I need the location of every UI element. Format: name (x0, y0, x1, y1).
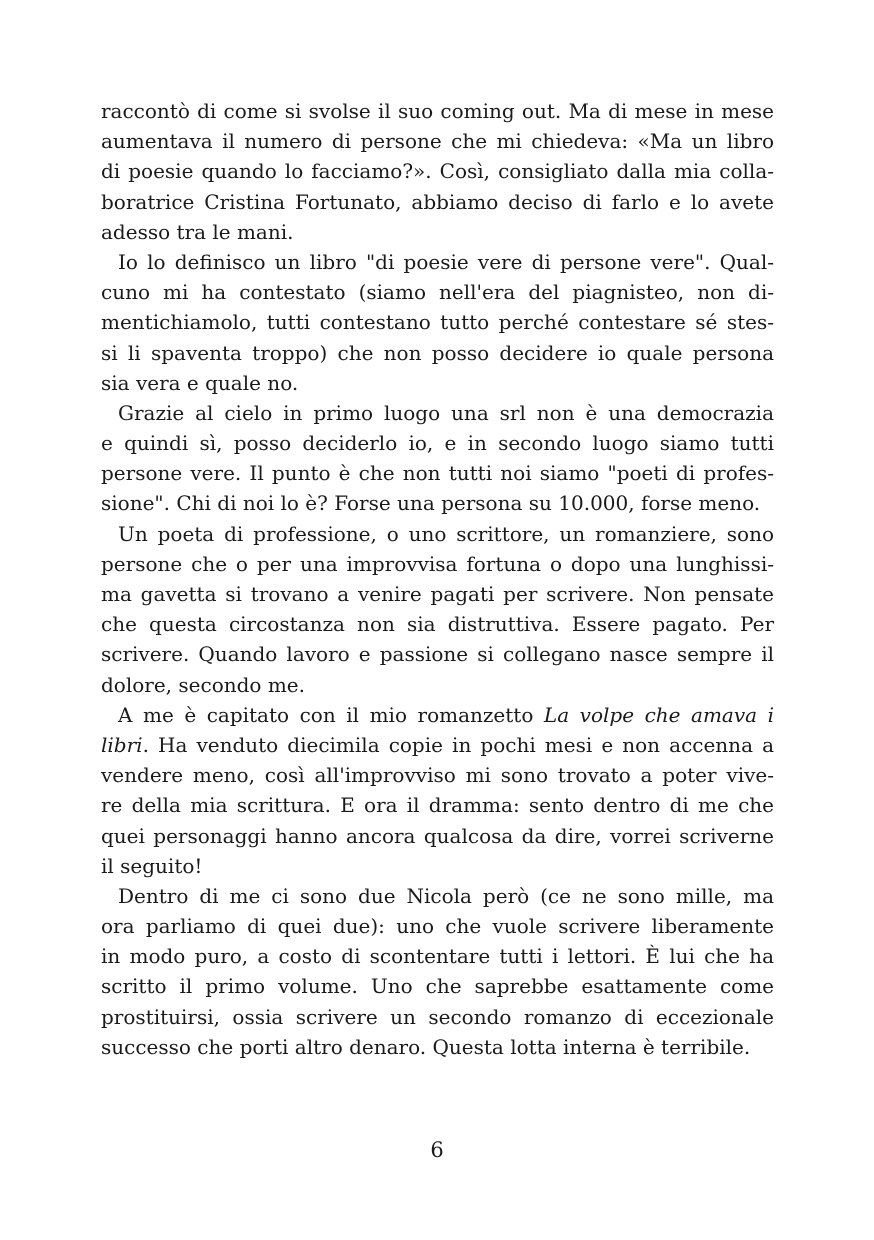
text-segment: persone che o per una improvvisa fortuna o dopo una lunghissi- (101, 551, 774, 576)
text-segment: in modo puro, a costo di scontentare tutti i lettori. È lui che ha (101, 944, 774, 969)
text-line (101, 639, 774, 669)
text-segment: aumentava il numero di persone che mi chiedeva: «Ma un libro (101, 129, 774, 154)
paragraph (101, 700, 774, 881)
paragraph (101, 881, 774, 1062)
text-line (101, 881, 774, 911)
text-segment: vendere meno, così all'improvviso mi sono trovato a poter vive- (101, 763, 774, 788)
text-segment: che questa circostanza non sia distruttiva. Essere pagato. Per (101, 612, 774, 637)
body-text (101, 96, 774, 1062)
text-line (101, 277, 774, 307)
text-segment: cuno mi ha contestato (siamo nell'era del piagnisteo, non di- (101, 280, 774, 305)
text-line (101, 187, 774, 217)
text-line (101, 156, 774, 186)
text-segment: e quindi sì, posso deciderlo io, e in secondo luogo siamo tutti (101, 431, 774, 456)
text-line (101, 247, 774, 277)
text-segment: Io lo definisco un libro "di poesie vere di persone vere". Qual- (118, 249, 774, 274)
text-segment: Dentro di me ci sono due Nicola però (ce ne sono mille, ma (118, 883, 774, 908)
text-segment: si li spaventa troppo) che non posso decidere io quale persona (101, 340, 774, 365)
paragraph (101, 398, 774, 519)
text-segment: adesso tra le mani. (101, 219, 294, 244)
text-segment: ma gavetta si trovano a venire pagati per scrivere. Non pensate (101, 582, 774, 606)
text-segment: Un poeta di professione, o uno scrittore, un romanziere, sono (118, 521, 774, 546)
text-segment: sia vera e quale no. (101, 370, 299, 395)
paragraph (101, 519, 774, 700)
text-line (101, 670, 774, 700)
text-segment: scritto il primo volume. Uno che saprebbe esattamente come (101, 974, 774, 999)
text-segment: quei personaggi hanno ancora qualcosa da dire, vorrei scriverne (101, 823, 774, 848)
text-line (101, 428, 774, 458)
text-line (101, 1002, 774, 1032)
text-segment: di poesie quando lo facciamo?». Così, consigliato dalla mia colla- (101, 159, 774, 184)
text-segment: scrivere. Quando lavoro e passione si collegano nasce sempre il (101, 642, 774, 667)
text-line (101, 488, 774, 518)
text-line (101, 971, 774, 1001)
text-line (101, 730, 774, 760)
text-segment: mentichiamolo, tutti contestano tutto perché contestare sé stes- (101, 310, 774, 335)
text-segment: sione". Chi di noi lo è? Forse una persona su 10.000, forse meno. (101, 491, 761, 516)
text-line (101, 1032, 774, 1062)
text-segment: persone vere. Il punto è che non tutti noi siamo "poeti di profes- (101, 461, 774, 486)
paragraph (101, 247, 774, 398)
text-line (101, 700, 774, 730)
text-line (101, 579, 774, 609)
text-segment: il seguito! (101, 853, 203, 878)
text-segment: A me è capitato con il mio romanzetto (118, 702, 544, 727)
text-segment: ora parliamo di quei due): uno che vuole scrivere liberamente (101, 914, 774, 939)
text-line (101, 307, 774, 337)
text-line (101, 458, 774, 488)
page-number: 6 (430, 1138, 444, 1162)
text-line (101, 549, 774, 579)
italic-title-segment: La volpe che amava i (543, 702, 774, 727)
text-line (101, 790, 774, 820)
text-segment: prostituirsi, ossia scrivere un secondo romanzo di eccezionale (101, 1004, 774, 1029)
text-line (101, 760, 774, 790)
text-segment: dolore, secondo me. (101, 672, 305, 697)
text-line (101, 851, 774, 881)
text-line (101, 368, 774, 398)
text-segment: . Ha venduto diecimila copie in pochi mesi e non accenna a (142, 732, 774, 757)
text-segment: boratrice Cristina Fortunato, abbiamo deciso di farlo e lo avete (101, 189, 774, 214)
italic-title-segment: libri (101, 732, 143, 757)
text-line (101, 338, 774, 368)
text-line (101, 941, 774, 971)
text-line (101, 217, 774, 247)
text-line (101, 609, 774, 639)
text-line (101, 911, 774, 941)
text-line (101, 126, 774, 156)
text-line (101, 96, 774, 126)
text-segment: successo che porti altro denaro. Questa lotta interna è terribile. (101, 1034, 751, 1059)
text-segment: re della mia scrittura. E ora il dramma: sento dentro di me che (101, 793, 774, 818)
text-line (101, 398, 774, 428)
text-line (101, 821, 774, 851)
paragraph (101, 96, 774, 247)
text-segment: Grazie al cielo in primo luogo una srl non è una democrazia (118, 400, 774, 425)
text-line (101, 519, 774, 549)
text-segment: raccontò di come si svolse il suo coming out. Ma di mese in mese (101, 99, 774, 123)
